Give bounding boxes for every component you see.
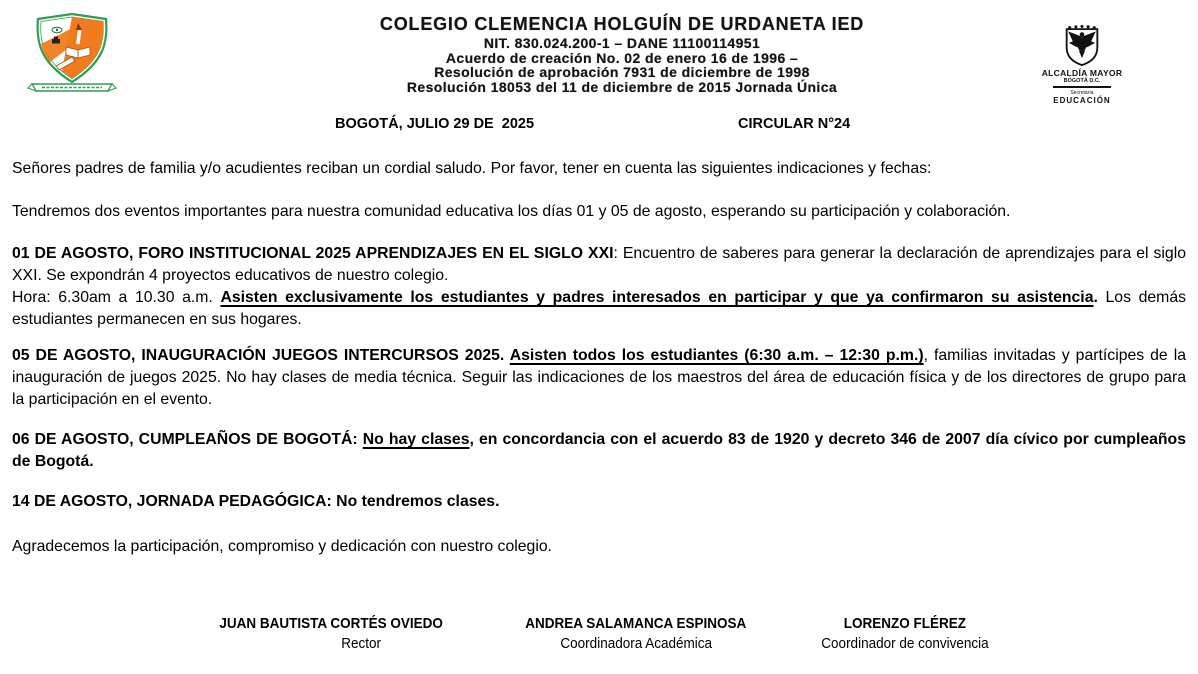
- circular-number: CIRCULAR N°24: [738, 116, 851, 132]
- signature-rector: [151, 614, 511, 653]
- alcaldia-line1: ALCALDÍA MAYOR: [1041, 68, 1123, 78]
- signature-title-wrap: [760, 634, 1050, 653]
- resolucion-line-1: Resolución de aprobación 7931 de diciembre de 1998: [434, 64, 810, 81]
- aug05-underlined: Asisten todos los estudiantes (6:30 a.m. – 12:30 p.m.): [509, 347, 924, 365]
- resolucion-line-2: Resolución 18053 del 11 de diciembre de 2015 Jornada Única: [406, 78, 838, 95]
- signature-title: Coordinador de convivencia: [821, 635, 989, 652]
- aug05-rest: , familias invitadas y partícipes de la inauguración de juegos 2025. No hay clases de media técnica. Seguir las indicaciones de los maestros del área de educación física y de los directores de grupo para la participación en el evento.: [12, 347, 1186, 408]
- signature-title: Rector: [341, 635, 381, 652]
- alcaldia-divider: [1053, 86, 1111, 88]
- aug01-desc: : Encuentro de saberes para generar la declaración de aprendizajes para el siglo XXI. Se expondrán 4 proyectos educativos de nuestro colegio.: [12, 245, 1186, 285]
- aug01-hora-period: .: [1093, 288, 1098, 306]
- aug06-rest: , en concordancia con el acuerdo 83 de 1920 y decreto 346 de 2007 día cívico por cumpleaños de Bogotá.: [12, 431, 1186, 471]
- aug01-paragraph: [12, 243, 1186, 286]
- school-name: COLEGIO CLEMENCIA HOLGUÍN DE URDANETA IED: [379, 14, 865, 34]
- signature-name: ANDREA SALAMANCA ESPINOSA: [525, 615, 747, 632]
- document-body: [12, 158, 1186, 579]
- intro-paragraph: Tendremos dos eventos importantes para nuestra comunidad educativa los días 01 y 05 de agosto, esperando su participación y colaboración.: [12, 202, 1011, 220]
- signature-coordinador-convivencia: [760, 614, 1050, 653]
- greeting-paragraph: Señores padres de familia y/o acudientes reciban un cordial saludo. Por favor, tener en cuenta las siguientes indicaciones y fechas:: [12, 160, 932, 177]
- signature-title: Coordinadora Académica: [560, 635, 712, 652]
- aug01-hora-suffix: Los demás estudiantes permanecen en sus hogares.: [12, 288, 1187, 328]
- aug01-hora-prefix: Hora: 6.30am a 10.30 a.m.: [12, 288, 221, 306]
- signature-name: JUAN BAUTISTA CORTÉS OVIEDO: [219, 615, 443, 632]
- letterhead: [302, 13, 942, 94]
- aug06-underlined: No hay clases: [362, 431, 470, 449]
- school-crest-icon: [26, 10, 118, 98]
- signature-title-wrap: [481, 634, 791, 653]
- alcaldia-line3: Secretaría: [1070, 90, 1094, 96]
- city-date: BOGOTÁ, JULIO 29 DE 2025: [335, 116, 535, 132]
- aug14-paragraph: 14 DE AGOSTO, JORNADA PEDAGÓGICA: No tendremos clases.: [12, 492, 500, 510]
- aug06-title: 06 DE AGOSTO, CUMPLEAÑOS DE BOGOTÁ:: [12, 431, 363, 449]
- aug01-hora-paragraph: [12, 287, 1186, 330]
- alcaldia-logo: [1032, 24, 1132, 105]
- aug05-title: 05 DE AGOSTO, INAUGURACIÓN JUEGOS INTERCURSOS 2025.: [12, 347, 510, 365]
- alcaldia-coat-of-arms-icon: [1059, 24, 1105, 68]
- aug01-title: 01 DE AGOSTO, FORO INSTITUCIONAL 2025 APRENDIZAJES EN EL SIGLO XXI: [12, 245, 614, 263]
- aug01-hora-underlined: Asisten exclusivamente los estudiantes y padres interesados en participar y que ya confirmaron su asistencia: [220, 288, 1094, 306]
- acuerdo-line: Acuerdo de creación No. 02 de enero 16 de 1996 –: [445, 49, 799, 66]
- nit-line: NIT. 830.024.200-1 – DANE 11100114951: [483, 35, 761, 51]
- school-crest-logo: [26, 10, 118, 98]
- signature-name: LORENZO FLÉREZ: [843, 615, 967, 632]
- signature-coordinadora-academica: [481, 614, 791, 653]
- alcaldia-line2: BOGOTÁ D.C.: [1063, 78, 1101, 84]
- closing-paragraph: Agradecemos la participación, compromiso y dedicación con nuestro colegio.: [12, 538, 553, 556]
- aug06-paragraph: [12, 429, 1186, 472]
- aug05-paragraph: [12, 345, 1186, 410]
- alcaldia-line4: EDUCACIÓN: [1053, 96, 1111, 105]
